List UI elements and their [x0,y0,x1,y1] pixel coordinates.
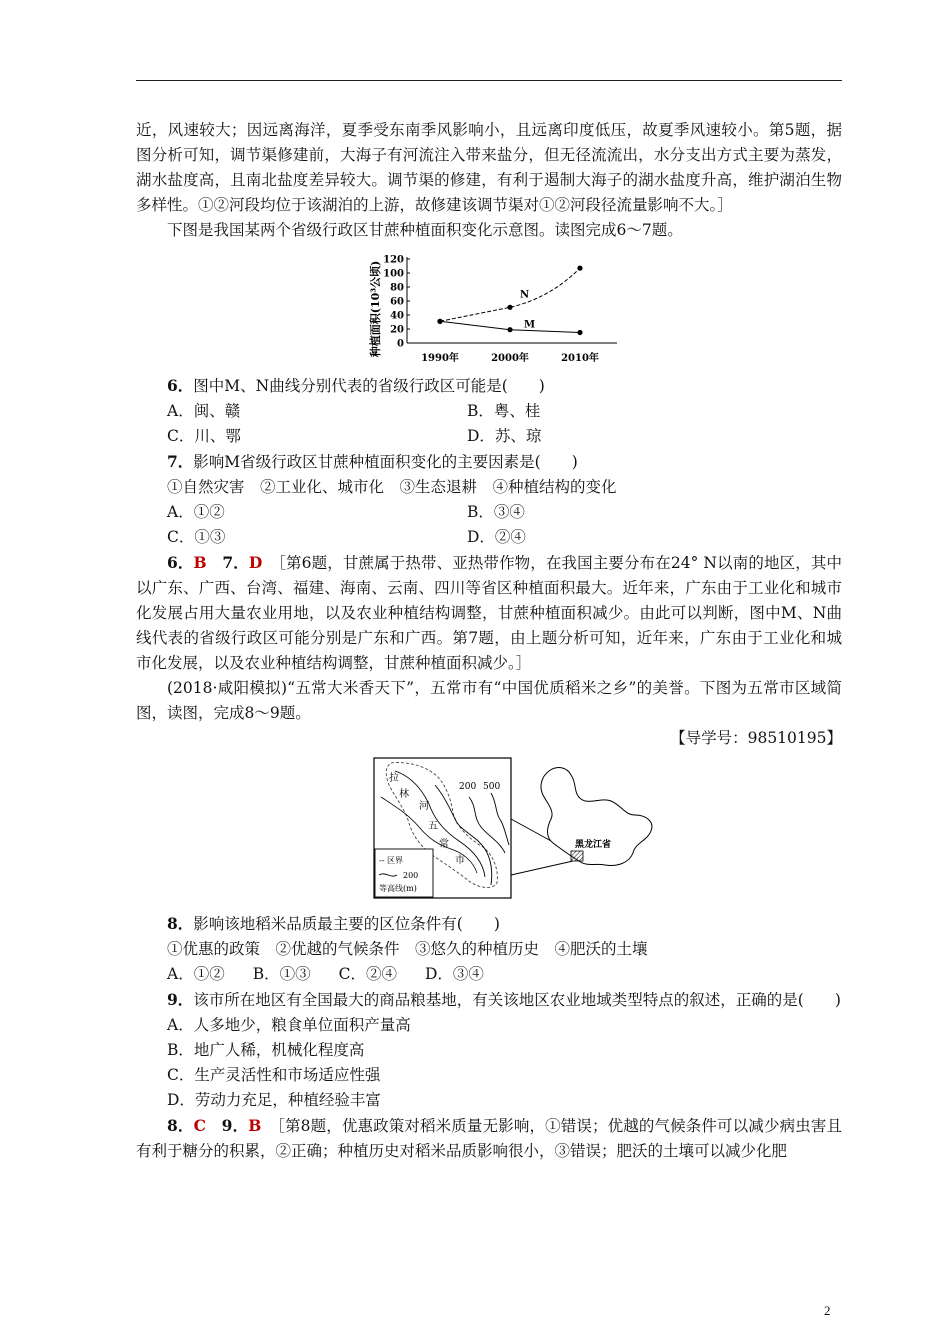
q6-options-row1 [136,399,842,424]
answer-8-number: 8． [167,1116,194,1135]
y-tick-label: 60 [390,296,404,308]
q9-number: 9． [167,990,194,1009]
map-label-chang: 常 [439,839,449,850]
data-point-M-1 [507,327,512,332]
data-point-M-2 [577,330,582,335]
map-label-he: 河 [419,801,429,812]
series-layer [437,266,582,336]
q6-option-b: B．粤、桂 [467,402,541,420]
map-label-lin: 林 [399,789,409,800]
q9-text: 该市所在地区有全国最大的商品粮基地，有关该地区农业地域类型特点的叙述，正确的是( ) [193,991,841,1009]
series-line-N [440,268,580,321]
answer-6-7 [136,550,842,676]
q6-number: 6． [167,376,194,395]
answer-6-7-explanation: ［第6题，甘蔗属于热带、亚热带作物，在我国主要分布在24° N以南的地区，其中以广东、广西、台湾、福建、海南、云南、四川等省区种植面积最大。近年来，广东由于工业化和城市化发展占用大量农业用地，以及农业种植结构调整，甘蔗种植面积减少。由此可以判断，图中M、N曲线代表的省级行政区可能分别是广东和广西。第7题，由上题分析可知，近年来，广东由于工业化和城市化发展，以及农业种植结构调整，甘蔗种植面积减少。］ [136,554,842,672]
y-tick-label: 0 [397,338,404,350]
answer-7-number: 7． [222,553,249,572]
wuchang-locator-box [571,851,583,861]
y-tick-label: 100 [383,268,404,280]
q8-options [136,962,842,987]
chart-ylabel: 种植面积(10³公顷) [369,260,382,358]
q9-option-c-row [136,1063,842,1088]
q8-option-b: B．①③ [252,965,311,983]
q6-options-row2 [136,424,842,449]
x-tick-label: 1990年 [421,353,459,364]
answer-8-letter: C [193,1116,206,1135]
x-tick-label: 2010年 [561,353,599,364]
q9-option-b: B．地广人稀，机械化程度高 [167,1041,365,1059]
q7-items [136,475,842,500]
q9-option-d: D．劳动力充足，种植经验丰富 [167,1091,381,1109]
heilongjiang-outline [541,768,652,866]
page-number: 2 [824,1303,831,1318]
q7-option-a: A．①② [167,503,225,521]
q6-option-d: D．苏、琼 [467,427,542,445]
answer-6-number: 6． [167,553,194,572]
q9-option-a: A．人多地少，粮食单位面积产量高 [167,1016,411,1034]
map-label-la: 拉 [389,773,399,784]
lead-8-9: (2018·咸阳模拟)“五常大米香天下”，五常市有“中国优质稻米之乡”的美誉。下图为五常市区域简图，读图，完成8～9题。 [136,679,842,722]
map-label-wu: 五 [428,821,438,832]
q7-options-row1 [136,500,842,525]
q8-text: 影响该地稻米品质最主要的区位条件有( ) [193,915,500,933]
province-label: 黑龙江省 [575,840,612,850]
contour-label-200: 200 [459,782,477,792]
q6-text: 图中M、N曲线分别代表的省级行政区可能是( ) [193,377,545,395]
q8-items [136,937,842,962]
page-content [136,118,842,1164]
q6-stem [136,373,842,399]
contour-label-500: 500 [483,782,501,792]
series-label-N: N [520,289,530,301]
guide-number: 【导学号：98510195】 [670,729,842,747]
data-point-N-2 [577,266,582,271]
q8-option-c: C．②④ [338,965,397,983]
map-label-shi: 市 [455,855,465,866]
q9-option-a-row [136,1013,842,1038]
q7-stem [136,449,842,475]
q9-stem [136,987,842,1013]
q8-option-a: A．①② [167,965,225,983]
answer-6-letter: B [193,553,207,572]
q8-stem [136,911,842,937]
data-point-M-0 [437,319,442,324]
y-ticks [383,255,410,350]
answer-8-9 [136,1113,842,1164]
connector-line [511,861,573,875]
y-tick-label: 80 [390,282,404,294]
answer-7-letter: D [248,553,263,572]
q7-items-text: ①自然灾害 ②工业化、城市化 ③生态退耕 ④种植结构的变化 [167,478,617,496]
q9-option-c: C．生产灵活性和市场适应性强 [167,1066,381,1084]
sugarcane-area-chart [367,249,627,369]
legend-boundary: -- 区界 [379,856,403,865]
q7-option-c: C．①③ [167,528,226,546]
header-rule [136,80,842,81]
q7-options-row2 [136,525,842,550]
x-tick-label: 2000年 [491,353,529,364]
series-label-M: M [524,319,536,331]
data-point-N-1 [507,305,512,310]
paragraph-intro: 近，风速较大；因远离海洋，夏季受东南季风影响小，且远离印度低压，故夏季风速较小。第5题，据图分析可知，调节渠修建前，大海子有河流注入带来盐分，但无径流流出，水分支出方式主要为蒸发，湖水盐度高，且南北盐度差异较大。调节渠的修建，有利于遏制大海子的湖水盐度升高，维护湖泊生物多样性。①②河段均位于该湖泊的上游，故修建该调节渠对①②河段径流量影响不大。］ [136,121,842,214]
y-tick-label: 20 [390,324,404,336]
q9-option-d-row [136,1088,842,1113]
y-tick-label: 120 [383,254,404,266]
q6-option-c: C．川、鄂 [167,427,241,445]
answer-9-number: 9． [221,1116,249,1135]
q8-items-text: ①优惠的政策 ②优越的气候条件 ③悠久的种植历史 ④肥沃的土壤 [167,940,648,958]
q7-option-b: B．③④ [467,503,525,521]
q7-number: 7． [167,452,194,471]
q6-option-a: A．闽、赣 [167,402,241,420]
legend-contour-value: 200 [403,871,419,880]
q7-text: 影响M省级行政区甘蔗种植面积变化的主要因素是( ) [193,453,578,471]
lead-6-7: 下图是我国某两个省级行政区甘蔗种植面积变化示意图。读图完成6～7题。 [167,221,683,239]
q8-number: 8． [167,914,194,933]
answer-9-letter: B [248,1116,262,1135]
q8-option-d: D．③④ [424,965,484,983]
x-ticks [421,351,599,364]
legend-contour: 等高线(m) [379,884,417,893]
answer-8-9-explanation: ［第8题，优惠政策对稻米质量无影响，①错误；优越的气候条件可以减少病虫害且有利于糖分的积累，②正确；种植历史对稻米品质影响很小，③错误；肥沃的土壤可以减少化肥 [136,1117,842,1160]
q9-option-b-row [136,1038,842,1063]
q7-option-d: D．②④ [467,528,526,546]
y-tick-label: 40 [390,310,404,322]
wuchang-region-map [373,757,668,899]
